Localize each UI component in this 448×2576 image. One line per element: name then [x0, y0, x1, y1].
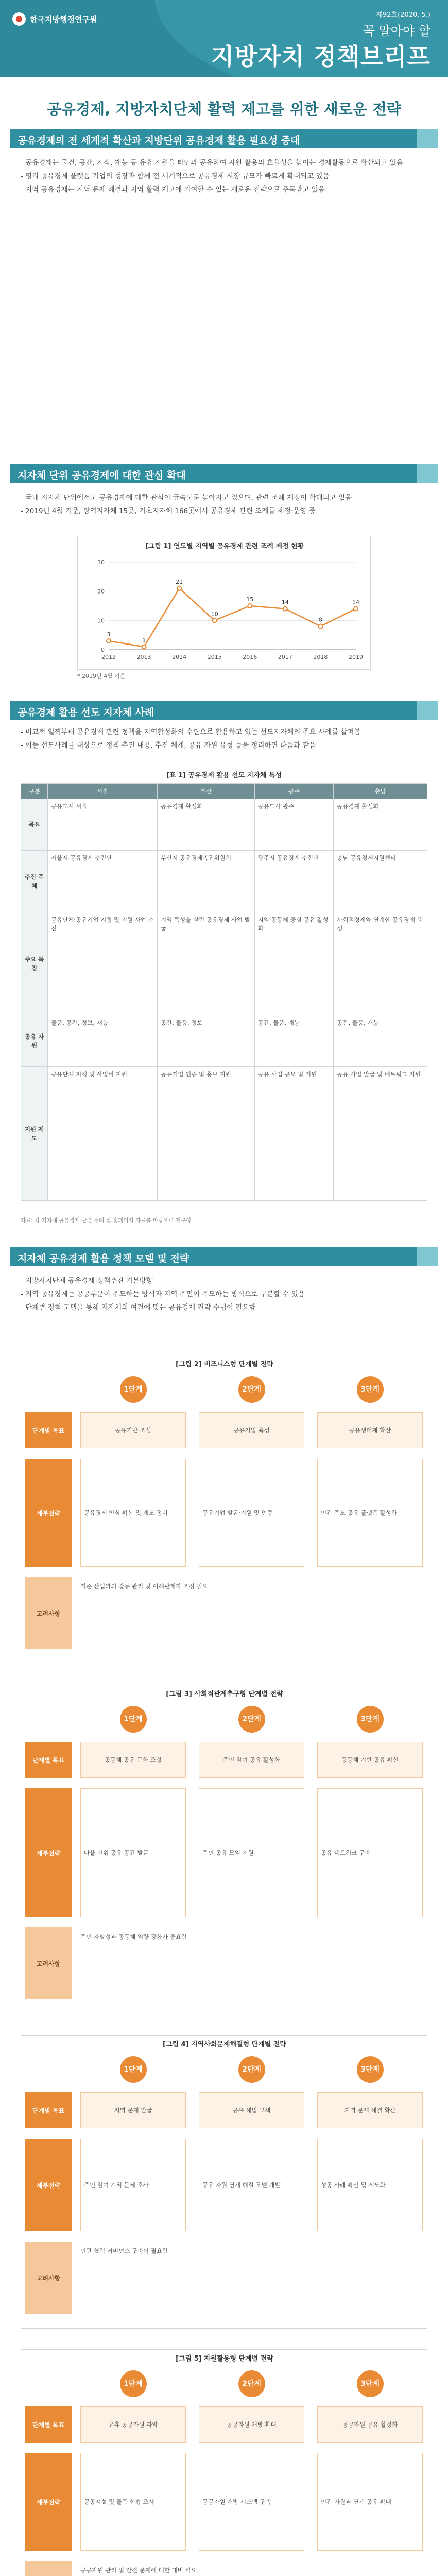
- stage-strategy: 주민 참여 지역 문제 조사: [80, 2139, 186, 2231]
- y-tick-label: 20: [97, 588, 105, 595]
- table-cell: 지역 공동체 중심 공유 활성화: [254, 912, 334, 1015]
- row-label: 단계별 목표: [25, 1412, 72, 1448]
- table-row: [21, 851, 427, 912]
- section-body-3: [21, 1275, 427, 1315]
- section-body-1: [21, 157, 427, 197]
- consideration-text: 공공자원 관리 및 안전 문제에 대한 대비 필요: [80, 2567, 197, 2574]
- stage-strategy: 공공시설 및 물품 현황 조사: [80, 2453, 186, 2551]
- row-label: 추진 주체: [21, 851, 48, 912]
- row-label: 공유 자원: [21, 1015, 48, 1067]
- stage-strategy: 공유경제 인식 확산 및 제도 정비: [80, 1459, 186, 1567]
- stage-goal: 주민 참여 공유 활성화: [199, 1742, 304, 1778]
- row-label: 고려사항: [25, 1927, 72, 1999]
- table-cell: 사회적경제와 연계한 공유경제 육성: [334, 912, 427, 1015]
- page-title: 공유경제, 지방자치단체 활력 제고를 위한 새로운 전략: [47, 100, 401, 118]
- table-cell: 공유기업 인증 및 홍보 지원: [158, 1067, 255, 1201]
- strategy-diagram: [21, 2035, 427, 2329]
- consideration-text: 주민 자발성과 공동체 역량 강화가 중요함: [80, 1933, 187, 1940]
- x-tick-label: 2018: [313, 654, 328, 660]
- table-cell: 충남 공유경제지원센터: [334, 851, 427, 912]
- row-label: 단계별 목표: [25, 2092, 72, 2128]
- section-body-4: [21, 726, 427, 753]
- table-row: [21, 799, 427, 851]
- table-cell: 공유경제 활성화: [158, 799, 255, 851]
- data-label: 14: [281, 599, 289, 606]
- stage-strategy: 공공자원 개방 시스템 구축: [199, 2453, 304, 2551]
- paragraph: - 영리 공유경제 플랫폼 기업의 성장과 함께 전 세계적으로 공유경제 시장 규모가 빠르게 확대되고 있음: [21, 172, 330, 180]
- stage-badge: 2단계: [238, 1706, 265, 1733]
- stage-strategy: 공유기업 발굴·지원 및 인증: [199, 1459, 304, 1567]
- data-point: [213, 618, 217, 622]
- row-label: 단계별 목표: [25, 2406, 72, 2443]
- stage-badge: 2단계: [238, 2370, 265, 2397]
- stage-goal: 공동체 기반 공유 확산: [317, 1742, 423, 1778]
- x-tick-label: 2017: [278, 654, 292, 660]
- stage-badge: 1단계: [120, 2056, 147, 2083]
- header-tagline: 꼭 알아야 할: [363, 24, 430, 38]
- stage-badge: 1단계: [120, 2370, 147, 2397]
- chart-title: [그림 1] 연도별 지역별 공유경제 관련 조례 제정 현황: [145, 543, 304, 550]
- data-label: 3: [107, 631, 111, 638]
- org-logo: [12, 12, 97, 26]
- row-label: 주요 특징: [21, 912, 48, 1015]
- table-cell: 공유도시 서울: [48, 799, 158, 851]
- stage-goal: 공동체 공유 문화 조성: [80, 1742, 186, 1778]
- table-header-cell: 광주: [254, 784, 334, 799]
- table-cell: 공간, 물품, 재능: [334, 1015, 427, 1067]
- data-label: 8: [318, 616, 322, 623]
- data-label: 14: [352, 599, 359, 606]
- table-header-row: [21, 784, 427, 799]
- stage-strategy: 마을 단위 공유 공간 발굴: [80, 1788, 186, 1917]
- row-label: 단계별 목표: [25, 1742, 72, 1778]
- table-cell: 공유단체 지정 및 사업비 지원: [48, 1067, 158, 1201]
- stage-strategy: 주민 공유 모임 지원: [199, 1788, 304, 1917]
- diagram-caption: [그림 3] 사회적관계추구형 단계별 전략: [166, 1690, 283, 1698]
- issue-number: 제92호(2020. 5.): [376, 11, 430, 19]
- ordinance-line-chart: [77, 536, 371, 670]
- data-label: 15: [246, 596, 254, 603]
- stage-strategy: 민간 주도 공유 플랫폼 활성화: [317, 1459, 423, 1567]
- section-heading-1: 공유경제의 전 세계적 확산과 지방단위 공유경제 활용 필요성 증대: [10, 129, 438, 148]
- chart-plot: [78, 536, 371, 670]
- stage-goal: 지역 문제 발굴: [80, 2092, 186, 2128]
- logo-icon: [12, 12, 26, 26]
- row-label: 세부전략: [25, 1459, 72, 1567]
- strategy-diagram: [21, 1685, 427, 2014]
- diagram-caption: [그림 4] 지역사회문제해결형 단계별 전략: [163, 2041, 286, 2048]
- header-banner: [0, 0, 448, 77]
- table-note: 자료: 각 지자체 공유경제 관련 조례 및 홈페이지 자료를 바탕으로 재구성: [21, 1217, 192, 1224]
- row-label: 세부전략: [25, 1788, 72, 1917]
- stage-badge: 1단계: [120, 1376, 147, 1403]
- table-header-cell: 서울: [48, 784, 158, 799]
- table-row: [21, 1067, 427, 1201]
- data-point: [142, 645, 146, 649]
- org-name: 한국지방행정연구원: [30, 14, 97, 24]
- stage-goal: 유휴 공공자원 파악: [80, 2406, 186, 2443]
- x-tick-label: 2013: [136, 654, 151, 660]
- data-point: [177, 586, 181, 590]
- stage-badge: 3단계: [357, 2370, 384, 2397]
- paragraph: - 지역 공유경제는 공공부문이 주도하는 방식과 지역 주민이 주도하는 방식으로 구분할 수 있음: [21, 1290, 305, 1298]
- row-label: 고려사항: [25, 2242, 72, 2314]
- table-row: [21, 912, 427, 1015]
- y-tick-label: 30: [97, 559, 105, 566]
- stage-strategy: 공유 네트워크 구축: [317, 1788, 423, 1917]
- strategy-diagram: [21, 2349, 427, 2576]
- stage-goal: 공유기반 조성: [80, 1412, 186, 1448]
- data-label: 1: [142, 637, 146, 644]
- stage-goal: 공공자원 공유 활성화: [317, 2406, 423, 2443]
- table-cell: 공유도시 광주: [254, 799, 334, 851]
- table-caption: [표 1] 공유경제 활용 선도 지자체 특성: [166, 772, 282, 779]
- leading-cases-table: [21, 783, 427, 1201]
- table-header-cell: 충남: [334, 784, 427, 799]
- table-cell: 공유 사업 발굴 및 네트워크 지원: [334, 1067, 427, 1201]
- section-heading-2: 지자체 단위 공유경제에 대한 관심 확대: [10, 464, 438, 483]
- consideration-text: 민관 협력 거버넌스 구축이 필요함: [80, 2247, 168, 2255]
- diagram-caption: [그림 2] 비즈니스형 단계별 전략: [176, 1361, 273, 1368]
- table-cell: 물품, 공간, 정보, 재능: [48, 1015, 158, 1067]
- publication-title: 지방자치 정책브리프: [211, 43, 430, 71]
- data-point: [318, 624, 322, 629]
- stage-goal: 공공자원 개방 확대: [199, 2406, 304, 2443]
- table-row: [21, 1015, 427, 1067]
- table-cell: 공간, 물품, 재능: [254, 1015, 334, 1067]
- stage-strategy: 민간 자원과 연계 공유 확대: [317, 2453, 423, 2551]
- stage-goal: 공유생태계 확산: [317, 1412, 423, 1448]
- stage-goal: 공유기업 육성: [199, 1412, 304, 1448]
- data-point: [283, 607, 287, 611]
- stage-badge: 2단계: [238, 1376, 265, 1403]
- x-tick-label: 2015: [207, 654, 222, 660]
- paragraph: - 국내 지자체 단위에서도 공유경제에 대한 관심이 급속도로 높아지고 있으며, 관련 조례 제정이 확대되고 있음: [21, 494, 352, 502]
- strategy-diagram: [21, 1355, 427, 1664]
- row-label: 세부전략: [25, 2139, 72, 2231]
- data-point: [248, 604, 252, 608]
- stage-badge: 1단계: [120, 1706, 147, 1733]
- row-label: 세부전략: [25, 2453, 72, 2551]
- paragraph: - 2019년 4월 기준, 광역지자체 15곳, 기초지자체 166곳에서 공유경제 관련 조례를 제정·운영 중: [21, 507, 316, 515]
- diagram-caption: [그림 5] 자원활용형 단계별 전략: [176, 2355, 273, 2363]
- y-tick-label: 10: [97, 617, 105, 624]
- paragraph: - 이들 선도사례를 대상으로 정책 추진 내용, 추진 체계, 공유 자원 유형 등을 정리하면 다음과 같음: [21, 741, 316, 750]
- table-cell: 공유경제 활성화: [334, 799, 427, 851]
- x-tick-label: 2016: [243, 654, 257, 660]
- y-tick-label: 0: [101, 647, 105, 653]
- table-header-cell: 부산: [158, 784, 255, 799]
- stage-badge: 2단계: [238, 2056, 265, 2083]
- x-tick-label: 2012: [101, 654, 116, 660]
- table-cell: 공유단체·공유기업 지정 및 지원 사업 추진: [48, 912, 158, 1015]
- table-header-cell: 구분: [21, 784, 48, 799]
- chart-note: * 2019년 4월 기준: [77, 673, 126, 680]
- section-heading-4: 공유경제 활용 선도 지자체 사례: [10, 701, 438, 720]
- stage-badge: 3단계: [357, 1376, 384, 1403]
- section-body-2: [21, 492, 427, 519]
- table-cell: 부산시 공유경제촉진위원회: [158, 851, 255, 912]
- section-heading-3: 지자체 공유경제 활용 정책 모델 및 전략: [10, 1247, 438, 1266]
- stage-strategy: 성공 사례 확산 및 제도화: [317, 2139, 423, 2231]
- paragraph: - 비교적 일찍부터 공유경제 관련 정책을 지역활성화의 수단으로 활용하고 있는 선도지자체의 주요 사례를 살펴봄: [21, 728, 361, 736]
- paragraph: - 단계별 정책 모델을 통해 지자체의 여건에 맞는 공유경제 전략 수립이 필요함: [21, 1303, 256, 1312]
- row-label: 고려사항: [25, 1577, 72, 1649]
- x-tick-label: 2019: [349, 654, 363, 660]
- stage-goal: 지역 문제 해결 확산: [317, 2092, 423, 2128]
- table-cell: 서울시 공유경제 추진단: [48, 851, 158, 912]
- paragraph: - 지역 공유경제는 지역 문제 해결과 지역 활력 제고에 기여할 수 있는 새로운 전략으로 주목받고 있음: [21, 185, 325, 194]
- stage-goal: 공유 해법 모색: [199, 2092, 304, 2128]
- row-label: 목표: [21, 799, 48, 851]
- table-cell: 지역 특성을 살린 공유경제 사업 발굴: [158, 912, 255, 1015]
- stage-badge: 3단계: [357, 2056, 384, 2083]
- stage-badge: 3단계: [357, 1706, 384, 1733]
- paragraph: - 공유경제는 물건, 공간, 지식, 재능 등 유휴 자원을 타인과 공유하여 자원 활용의 효율성을 높이는 경제활동으로 확산되고 있음: [21, 159, 403, 167]
- x-tick-label: 2014: [172, 654, 187, 660]
- row-label: [25, 2561, 72, 2576]
- table-cell: 공유 사업 공모 및 지원: [254, 1067, 334, 1201]
- stage-strategy: 공유 자원 연계 해결 모델 개발: [199, 2139, 304, 2231]
- paragraph: - 지방자치단체 공유경제 정책추진 기본방향: [21, 1277, 153, 1285]
- data-point: [354, 607, 358, 611]
- table-cell: 공간, 물품, 정보: [158, 1015, 255, 1067]
- consideration-text: 기존 산업과의 갈등 관리 및 이해관계자 조정 필요: [80, 1583, 208, 1590]
- data-point: [107, 639, 111, 643]
- data-label: 21: [176, 579, 183, 585]
- table-cell: 광주시 공유경제 추진단: [254, 851, 334, 912]
- data-label: 10: [211, 611, 218, 618]
- row-label: 지원 제도: [21, 1067, 48, 1201]
